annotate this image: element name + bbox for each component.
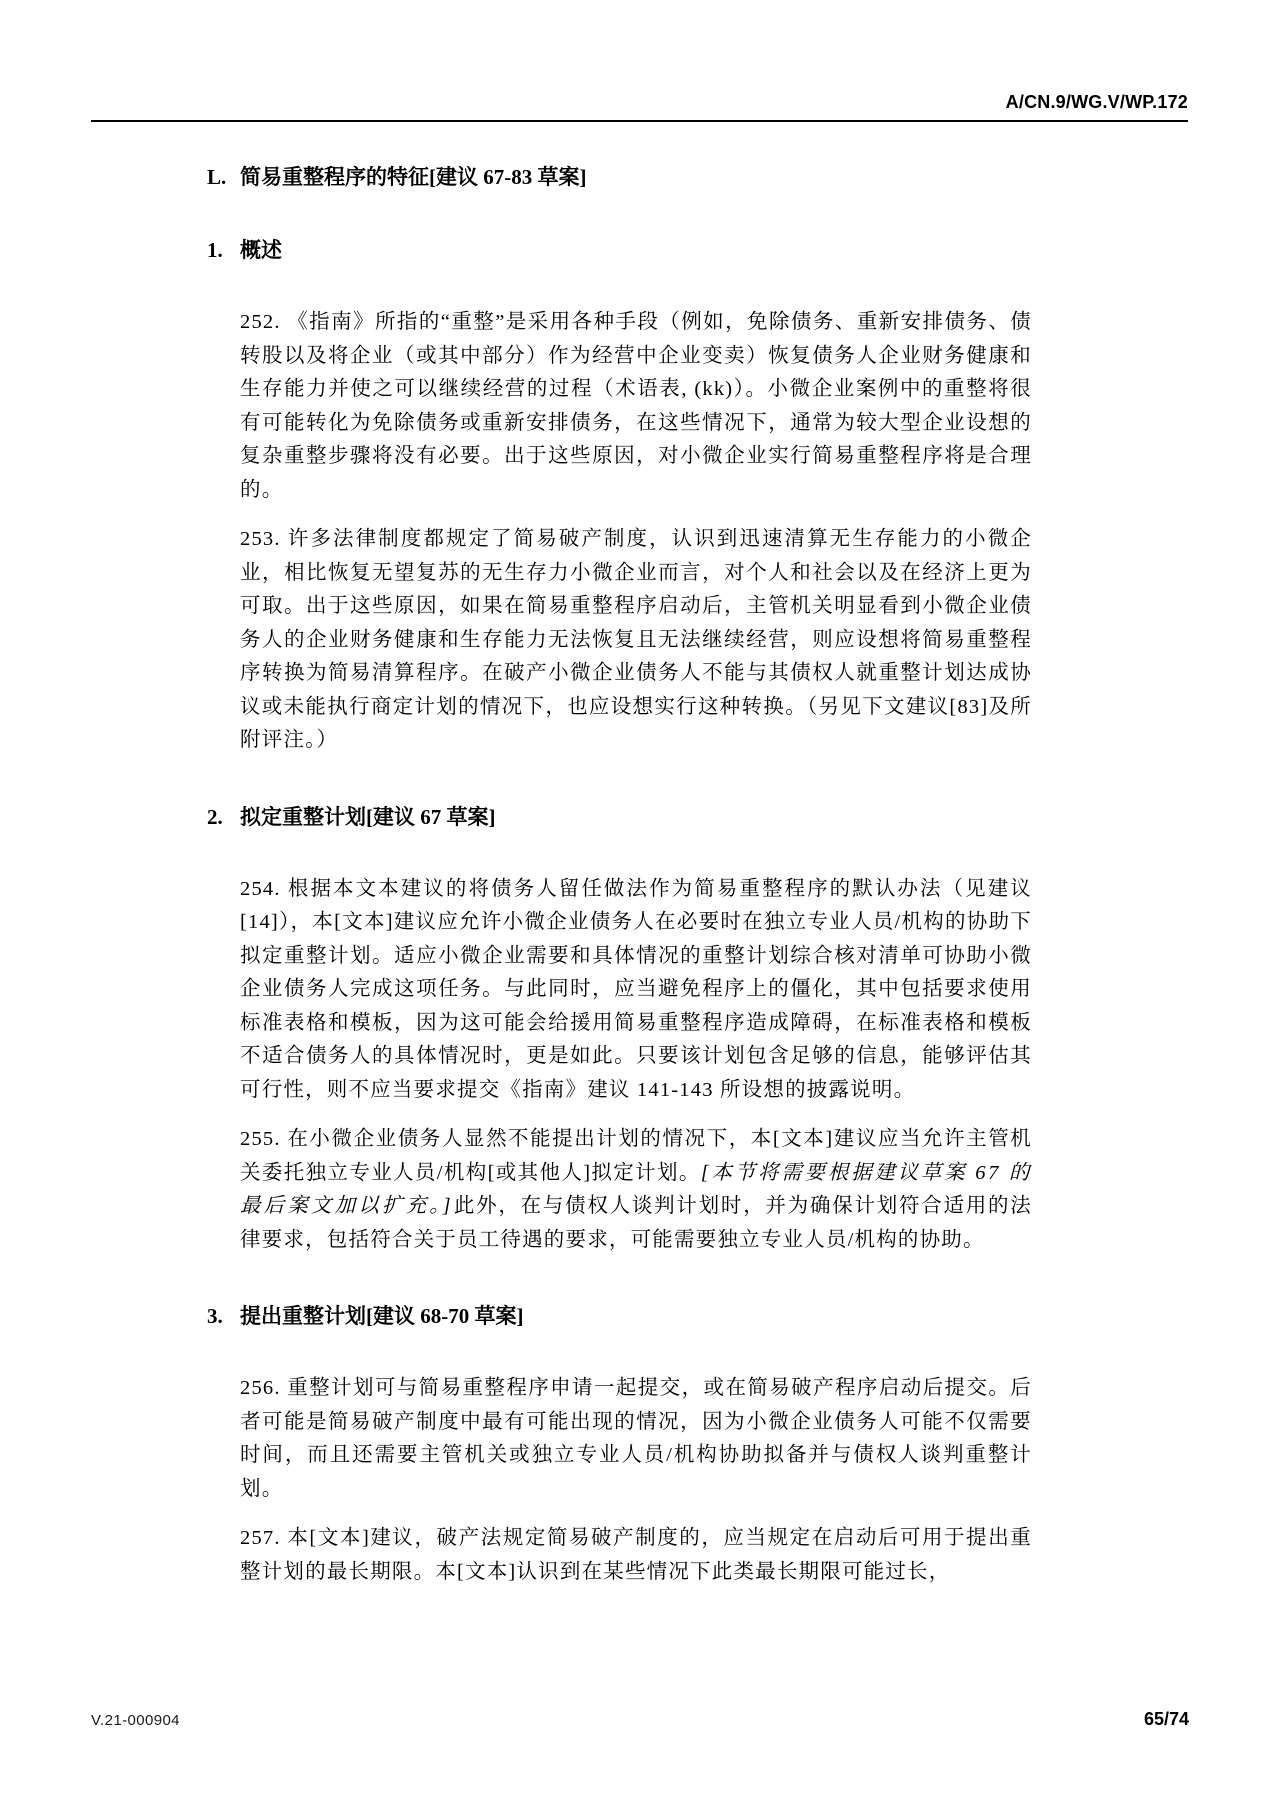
section-l-number: L.	[207, 165, 227, 189]
subsection-2-number: 2.	[207, 804, 223, 829]
section-heading-l	[207, 163, 1032, 191]
paragraph-257: 257. 本[文本]建议，破产法规定简易破产制度的，应当规定在启动后可用于提出重整计划的最长期限。本[文本]认识到在某些情况下此类最长期限可能过长，	[240, 1527, 1032, 1583]
paragraph-255-text-continued: 此外，在与债权人谈判计划时，并为确保计划符合适用的法律要求，包括符合关于员工待遇的要求，可能需要独立专业人员/机构的协助。	[240, 1195, 1032, 1251]
subsection-1-title: 概述	[240, 238, 282, 262]
paragraph-256: 256. 重整计划可与简易重整程序申请一起提交，或在简易破产程序启动后提交。后者可能是简易破产制度中最有可能出现的情况，因为小微企业债务人可能不仅需要时间，而且还需要主管机关或独立专业人员/机构协助拟备并与债权人谈判重整计划。	[240, 1377, 1032, 1500]
subsection-heading-1	[207, 236, 1032, 264]
paragraph-252: 252. 《指南》所指的“重整”是采用各种手段（例如，免除债务、重新安排债务、债转股以及将企业（或其中部分）作为经营中企业变卖）恢复债务人企业财务健康和生存能力并使之可以继续经营的过程（术语表, (kk)）。小微企业案例中的重整将很有可能转化为免除债务或重新安排债务，在这些情况下，通常为较大型企业设想的复杂重整步骤将没有必要。出于这些原因，对小微企业实行简易重整程序将是合理的。	[240, 311, 1032, 501]
paragraph-255-draft-note: [本节将需要根据建议草案 67 的最后案文加以扩充。]	[240, 1161, 1032, 1217]
footer-document-id: V.21-000904	[91, 1712, 180, 1729]
paragraph-255	[240, 1123, 1032, 1257]
paragraph-255-text: 255. 在小微企业债务人显然不能提出计划的情况下，本[文本]建议应当允许主管机关委托独立专业人员/机构[或其他人]拟定计划。	[240, 1128, 1032, 1184]
section-l-title: 简易重整程序的特征[建议 67-83 草案]	[240, 165, 587, 189]
paragraph-254: 254. 根据本文本建议的将债务人留任做法作为简易重整程序的默认办法（见建议[14]），本[文本]建议应允许小微企业债务人在必要时在独立专业人员/机构的协助下拟定重整计划。适应小微企业需要和具体情况的重整计划综合核对清单可协助小微企业债务人完成这项任务。与此同时，应当避免程序上的僵化，其中包括要求使用标准表格和模板，因为这可能会给援用简易重整程序造成障碍，在标准表格和模板不适合债务人的具体情况时，更是如此。只要该计划包含足够的信息，能够评估其可行性，则不应当要求提交《指南》建议 141-143 所设想的披露说明。	[240, 877, 1032, 1101]
doc-symbol: A/CN.9/WG.V/WP.172	[1005, 92, 1188, 112]
subsection-1-number: 1.	[207, 238, 223, 262]
paragraph-253: 253. 许多法律制度都规定了简易破产制度，认识到迅速清算无生存能力的小微企业，相比恢复无望复苏的无生存力小微企业而言，对个人和社会以及在经济上更为可取。出于这些原因，如果在简易重整程序启动后，主管机关明显看到小微企业债务人的企业财务健康和生存能力无法恢复且无法继续经营，则应设想将简易重整程序转换为简易清算程序。在破产小微企业债务人不能与其债权人就重整计划达成协议或未能执行商定计划的情况下，也应设想实行这种转换。（另见下文建议[83]及所附评注。）	[240, 528, 1032, 751]
subsection-heading-2	[207, 803, 1032, 831]
document-body	[207, 163, 1032, 1605]
subsection-2-title: 拟定重整计划[建议 67 草案]	[240, 804, 496, 829]
footer-page-number: 65/74	[1143, 1709, 1189, 1729]
subsection-heading-3	[207, 1302, 1032, 1330]
header-rule	[91, 120, 1188, 122]
subsection-3-number: 3.	[207, 1304, 223, 1328]
subsection-3-title: 提出重整计划[建议 68-70 草案]	[240, 1304, 524, 1328]
